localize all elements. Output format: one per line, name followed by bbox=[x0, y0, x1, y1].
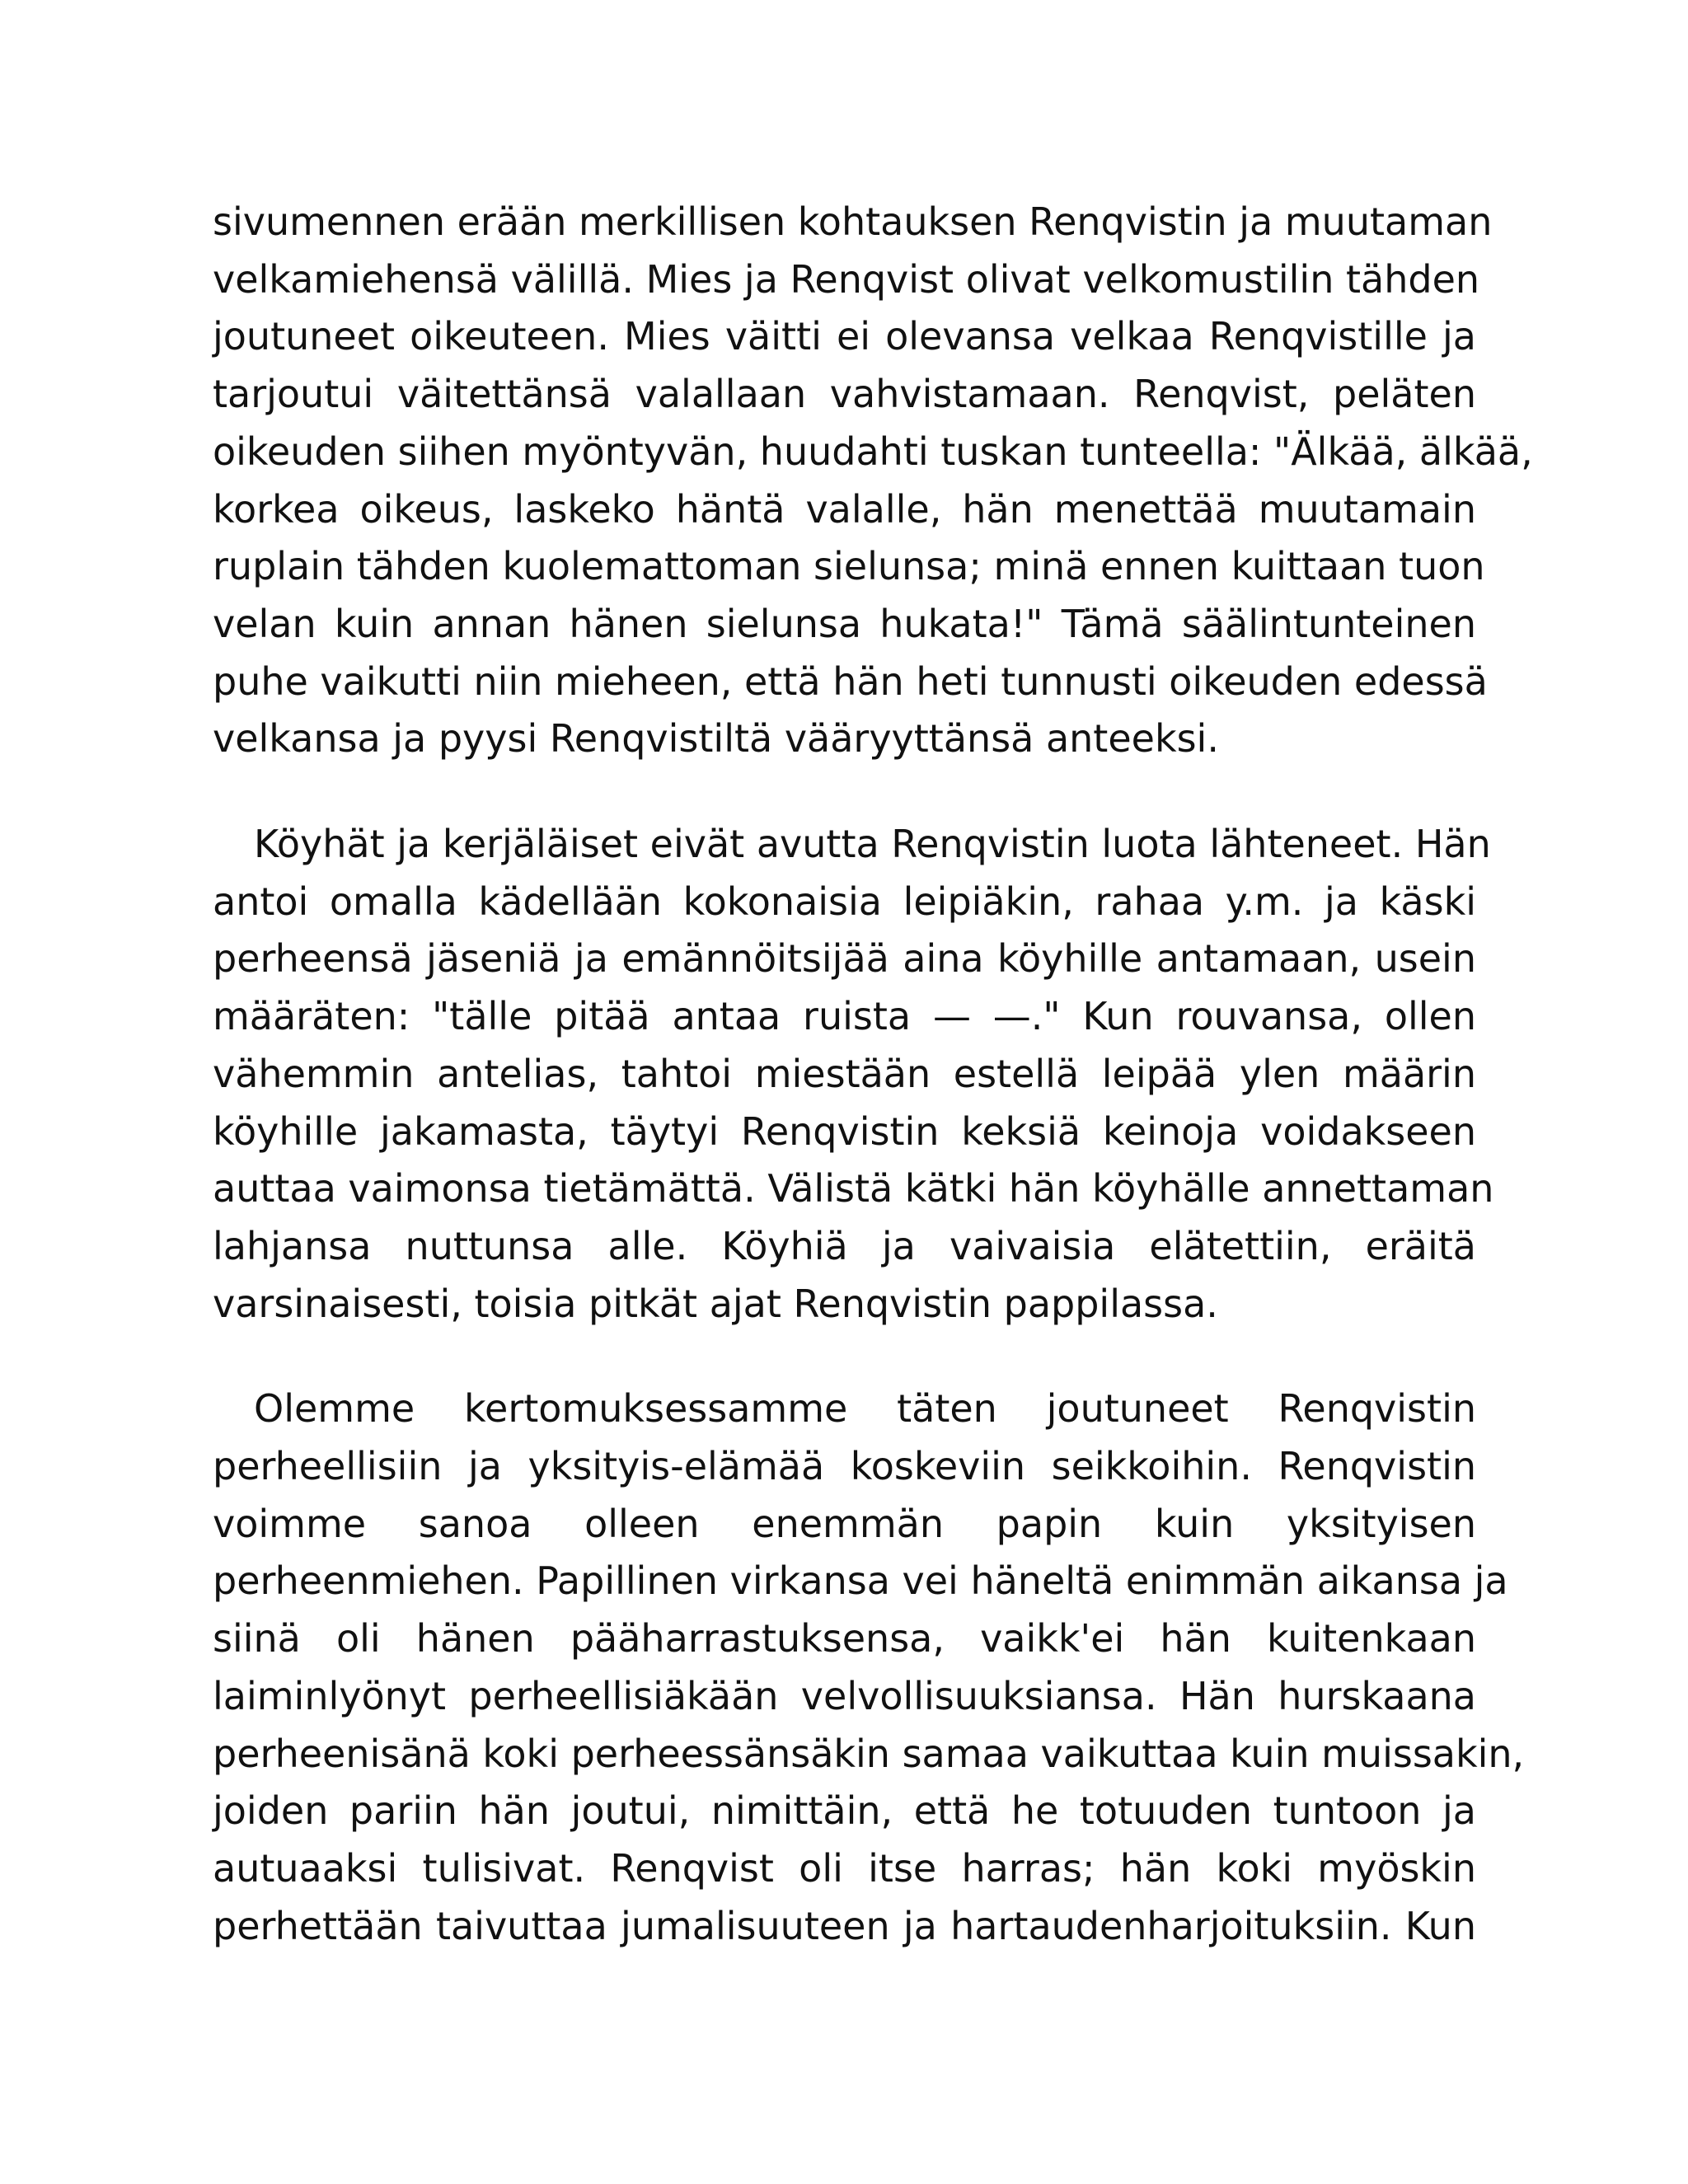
text-line: sivumennen erään merkillisen kohtauksen Renqvistin ja muutaman bbox=[213, 199, 1493, 244]
paragraph-2 bbox=[213, 816, 1494, 1333]
text-line: joutuneet oikeuteen. Mies väitti ei olevansa velkaa Renqvistille ja bbox=[213, 314, 1476, 359]
text-line: auttaa vaimonsa tietämättä. Välistä kätki hän köyhälle annettaman bbox=[213, 1166, 1494, 1212]
paragraph-3 bbox=[213, 1380, 1525, 1955]
text-line: autuaaksi tulisivat. Renqvist oli itse harras; hän koki myöskin bbox=[213, 1845, 1476, 1891]
document-page bbox=[213, 194, 1533, 1955]
text-line: voimme sanoa olleen enemmän papin kuin yksityisen bbox=[213, 1501, 1476, 1546]
text-line: perheensä jäseniä ja emännöitsijää aina köyhille antamaan, usein bbox=[213, 936, 1476, 982]
text-line: velan kuin annan hänen sielunsa hukata!" Tämä säälintunteinen bbox=[213, 601, 1476, 646]
text-line: siinä oli hänen pääharrastuksensa, vaikk'ei hän kuitenkaan bbox=[213, 1616, 1476, 1661]
text-line: perhettään taivuttaa jumalisuuteen ja hartaudenharjoituksiin. Kun bbox=[213, 1903, 1476, 1948]
text-line: velkamiehensä välillä. Mies ja Renqvist olivat velkomustilin tähden bbox=[213, 256, 1480, 302]
text-line: perheenisänä koki perheessänsäkin samaa vaikuttaa kuin muissakin, bbox=[213, 1731, 1525, 1776]
paragraph-1 bbox=[213, 194, 1533, 768]
text-line: oikeuden siihen myöntyvän, huudahti tuskan tunteella: "Älkää, älkää, bbox=[213, 429, 1533, 474]
text-line: Olemme kertomuksessamme täten joutuneet Renqvistin bbox=[254, 1386, 1476, 1432]
text-line: laiminlyönyt perheellisiäkään velvollisuuksiansa. Hän hurskaana bbox=[213, 1673, 1476, 1718]
text-line: vähemmin antelias, tahtoi miestään estellä leipää ylen määrin bbox=[213, 1051, 1476, 1096]
text-line: perheellisiin ja yksityis-elämää koskeviin seikkoihin. Renqvistin bbox=[213, 1444, 1476, 1489]
text-line: varsinaisesti, toisia pitkät ajat Renqvistin pappilassa. bbox=[213, 1281, 1218, 1326]
text-line: velkansa ja pyysi Renqvistiltä vääryyttänsä anteeksi. bbox=[213, 716, 1219, 762]
text-line: perheenmiehen. Papillinen virkansa vei häneltä enimmän aikansa ja bbox=[213, 1558, 1508, 1604]
text-line: puhe vaikutti niin mieheen, että hän heti tunnusti oikeuden edessä bbox=[213, 658, 1488, 704]
text-line: lahjansa nuttunsa alle. Köyhiä ja vaivaisia elätettiin, eräitä bbox=[213, 1223, 1476, 1268]
text-line: tarjoutui väitettänsä valallaan vahvistamaan. Renqvist, peläten bbox=[213, 372, 1476, 417]
text-line: määräten: "tälle pitää antaa ruista — —." Kun rouvansa, ollen bbox=[213, 994, 1476, 1039]
text-line: antoi omalla kädellään kokonaisia leipiäkin, rahaa y.m. ja käski bbox=[213, 879, 1476, 924]
text-line: Köyhät ja kerjäläiset eivät avutta Renqvistin luota lähteneet. Hän bbox=[254, 822, 1491, 867]
text-line: köyhille jakamasta, täytyi Renqvistin keksiä keinoja voidakseen bbox=[213, 1108, 1476, 1154]
text-line: korkea oikeus, laskeko häntä valalle, hän menettää muutamain bbox=[213, 486, 1476, 532]
text-line: joiden pariin hän joutui, nimittäin, että he totuuden tuntoon ja bbox=[213, 1788, 1476, 1834]
text-line: ruplain tähden kuolemattoman sielunsa; minä ennen kuittaan tuon bbox=[213, 544, 1485, 589]
